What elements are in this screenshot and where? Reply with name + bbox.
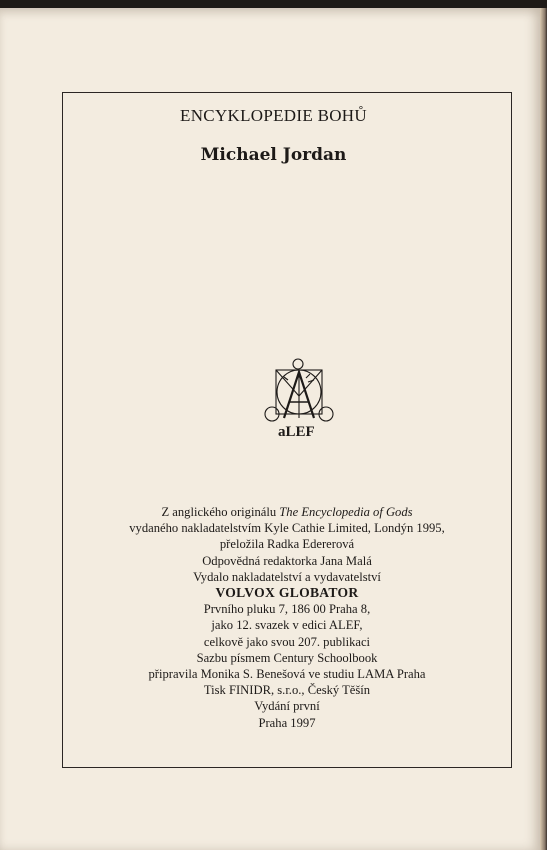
publisher-address: Prvního pluku 7, 186 00 Praha 8, bbox=[203, 602, 371, 617]
original-prefix: Z anglického originálu bbox=[161, 505, 280, 519]
colophon-translator: přeložila Radka Edererová bbox=[219, 537, 355, 552]
colophon-editor: Odpovědná redaktorka Jana Malá bbox=[202, 553, 372, 568]
typeset-info: Sazbu písmem Century Schoolbook bbox=[196, 650, 378, 665]
original-title: The Encyclopedia of Gods bbox=[279, 505, 413, 519]
book-title: ENCYKLOPEDIE BOHŮ bbox=[180, 106, 367, 125]
book-author: Michael Jordan bbox=[200, 145, 347, 165]
colophon-original-line bbox=[62, 504, 512, 520]
prepared-by: připravila Monika S. Benešová ve studiu LAMA Praha bbox=[148, 667, 426, 682]
colophon-publisher-intro: Vydalo nakladatelství a vydavatelství bbox=[193, 569, 381, 584]
alef-publisher-logo bbox=[262, 356, 342, 440]
series-info: jako 12. svazek v edici ALEF, bbox=[211, 618, 363, 633]
printer-info: Tisk FINIDR, s.r.o., Český Těšín bbox=[203, 683, 371, 698]
colophon bbox=[62, 504, 512, 731]
publication-number: celkově jako svou 207. publikaci bbox=[203, 634, 371, 649]
publisher-name: VOLVOX GLOBATOR bbox=[215, 585, 359, 601]
svg-text:aLEF: aLEF bbox=[278, 424, 315, 440]
edition-info: Vydání první bbox=[254, 699, 320, 714]
place-year: Praha 1997 bbox=[258, 715, 316, 730]
colophon-publisher-original: vydaného nakladatelstvím Kyle Cathie Limited, Londýn 1995, bbox=[129, 521, 445, 536]
page-edge-shadow bbox=[540, 8, 547, 850]
